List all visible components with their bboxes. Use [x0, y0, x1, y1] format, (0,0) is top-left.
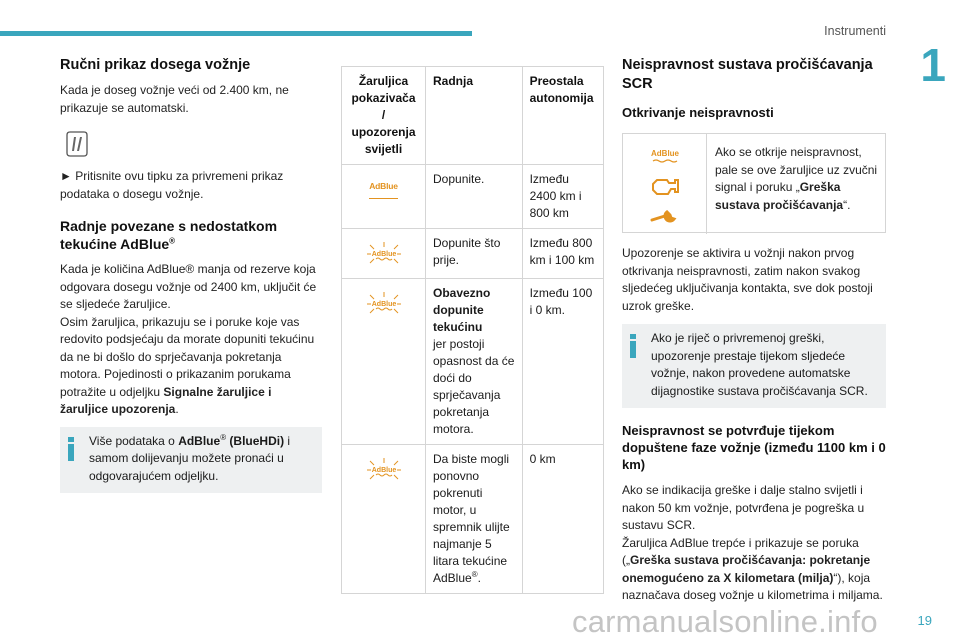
- warning-box-text-a: Ako se otkrije neispravnost, pale se ove žaruljice uz zvučni signal i poruku „: [715, 145, 878, 194]
- message-start-prevented: Greška sustava pročišćavanja: pokretanje onemogućeno za X kilometara (milja): [622, 553, 871, 585]
- action-cell: Dopunite što prije.: [426, 229, 523, 279]
- adblue-lamp-label: AdBlue: [371, 301, 396, 308]
- engine-icon: [653, 180, 678, 194]
- action-end: .: [477, 571, 481, 585]
- adblue-lamp-label: AdBlue: [371, 251, 396, 258]
- heading-adblue-actions-text: Radnje povezane s nedostatkom tekućine AdBlue: [60, 218, 278, 252]
- action-text: Da biste mogli ponovno pokrenuti motor, u spremnik ulijte najmanje 5 litara tekućine AdBlue: [433, 452, 510, 585]
- action-cell: [426, 445, 523, 594]
- info-note-text: [68, 433, 314, 486]
- heading-adblue-actions: [60, 217, 322, 253]
- page-number: 19: [917, 613, 932, 628]
- registered-mark: ®: [169, 236, 176, 246]
- link-warning-lamps: Signalne žaruljice i žaruljice upozorenja: [60, 384, 272, 416]
- col-header-lamp: Žaruljica pokazivača / upozorenja svijetli: [342, 67, 426, 165]
- warning-icons-group: [623, 134, 707, 234]
- remaining-cell: Između 800 km i 100 km: [522, 229, 603, 279]
- paragraph-adblue-messages-text: Osim žaruljica, prikazuju se i poruke koje vas redovito podsjećaju da morate dopuniti tekućinu da ne bi došlo do sprječavanja pokretanja motora. Pojedinosti o prikazanim porukama potražite u odjeljku: [60, 314, 315, 399]
- paragraph-adblue-low: Kada je količina AdBlue® manja od rezerve koja odgovara dosegu vožnje od 2400 km, uključit će se sljedeće žaruljice.: [60, 262, 317, 311]
- table-header-row: [342, 67, 604, 165]
- warning-box-text-end: “.: [843, 197, 851, 212]
- info-icon: [629, 334, 637, 358]
- heading-manual-range: Ručni prikaz dosega vožnje: [60, 57, 251, 73]
- lamp-cell: [342, 445, 426, 594]
- action-cell: Dopunite.: [426, 165, 523, 229]
- adblue-wave: [653, 160, 677, 162]
- info-icon: [67, 437, 75, 461]
- section-title: Instrumenti: [824, 24, 886, 38]
- adblue-lamp-label: AdBlue: [369, 181, 398, 191]
- note-part-a: Više podataka o: [89, 433, 179, 448]
- range-button-icon: [64, 129, 90, 159]
- info-note-adblue: [60, 427, 322, 494]
- left-column: [60, 56, 322, 493]
- lamp-cell: [342, 279, 426, 445]
- adblue-lamp-icon: [369, 178, 398, 199]
- action-bold: Obavezno dopunite tekućinu: [433, 286, 491, 334]
- paragraph-adblue-flashing-text: Žaruljica AdBlue trepće i prikazuje se poruka („: [622, 535, 859, 567]
- table-row: [342, 445, 604, 594]
- adblue-flashing-lamp-icon: [366, 291, 402, 317]
- paragraph-adblue-messages: [60, 314, 322, 419]
- right-column: [622, 56, 886, 605]
- heading-confirmed-fault: Neispravnost se potvrđuje tijekom dopuštene faze vožnje (između 1100 km i 0 km): [622, 423, 886, 472]
- chapter-number: 1: [920, 39, 946, 91]
- table-row: [342, 229, 604, 279]
- watermark: carmanualsonline.info: [572, 604, 878, 639]
- registered-mark: ®: [471, 570, 478, 579]
- info-note-temporary-fault: [622, 324, 886, 408]
- action-cell: [426, 279, 523, 445]
- lamp-cell: [342, 165, 426, 229]
- adblue-lamp-label: AdBlue: [371, 467, 396, 474]
- note-part-d: i samom dolijevanju možete pronaći u odgovarajućem odjeljku.: [89, 433, 291, 483]
- heading-scr-fault: Neispravnost sustava pročišćavanja SCR: [622, 57, 873, 92]
- info-note-text: Ako je riječ o privremenoj greški, upozorenje prestaje tijekom sljedeće vožnje, nakon provedene automatske dijagnostike sustava pročišćavanja SCR.: [651, 331, 868, 398]
- remaining-cell: Između 100 i 0 km.: [522, 279, 603, 445]
- note-adblue: AdBlue: [178, 433, 221, 448]
- table-row: [342, 165, 604, 229]
- paragraph-adblue-flashing: [622, 535, 886, 605]
- note-bluehdi: (BlueHDi): [226, 433, 285, 448]
- col-header-action: Radnja: [426, 67, 523, 165]
- paragraph-end: .: [175, 402, 179, 416]
- header-accent-bar: [0, 31, 472, 36]
- paragraph-press-button: ► Pritisnite ovu tipku za privremeni prikaz podataka o dosegu vožnje.: [60, 169, 284, 201]
- remaining-cell: Između 2400 km i 800 km: [522, 165, 603, 229]
- heading-fault-detection: Otkrivanje neispravnosti: [622, 105, 774, 120]
- table-row: [342, 279, 604, 445]
- warning-box-text: [715, 144, 881, 214]
- col-header-remaining: Preostala autonomija: [522, 67, 603, 165]
- note-registered: ®: [220, 432, 227, 442]
- adblue-flashing-lamp-icon: [366, 241, 402, 267]
- adblue-flashing-lamp-icon: [366, 457, 402, 483]
- warning-lamps-icons: [623, 134, 707, 234]
- message-scr-error: Greška sustava pročišćavanja: [715, 180, 844, 212]
- wrench-icon: [652, 212, 674, 221]
- lamp-cell: [342, 229, 426, 279]
- paragraph-range-auto: Kada je doseg vožnje veći od 2.400 km, ne prikazuje se automatski.: [60, 83, 289, 115]
- paragraph-confirmed-fault: Ako se indikacija greške i dalje stalno svijetli i nakon 50 km vožnje, potvrđena je pogreška u sustavu SCR.: [622, 483, 865, 532]
- remaining-cell: 0 km: [522, 445, 603, 594]
- paragraph-adblue-flashing-end: “), koja naznačava doseg vožnje u kilometrima i miljama.: [622, 570, 883, 602]
- adblue-icon: AdBlue: [651, 149, 679, 158]
- action-text: jer postoji opasnost da će doći do sprječavanja pokretanja motora.: [433, 337, 515, 436]
- adblue-table: [341, 66, 604, 594]
- warning-lamps-box: [622, 133, 886, 233]
- paragraph-warning-activation: Upozorenje se aktivira u vožnji nakon prvog otkrivanja neispravnosti, zatim nakon svakog sljedećeg uključivanja kontakta, sve dok postoji uzrok greške.: [622, 246, 873, 313]
